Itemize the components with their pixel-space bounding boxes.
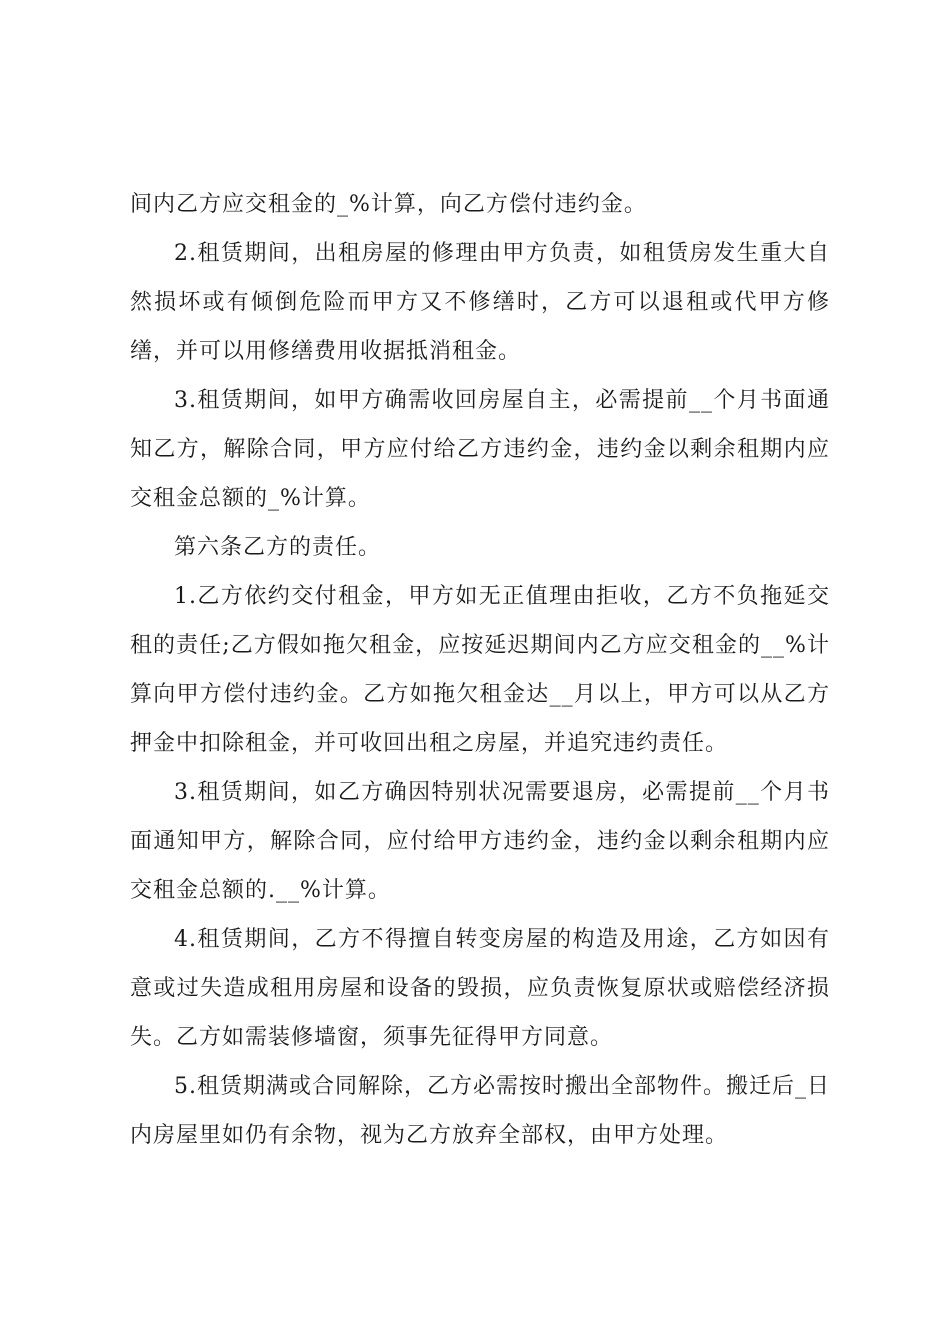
paragraph-clause-2-repair: 2.租赁期间，出租房屋的修理由甲方负责，如租赁房发生重大自然损坏或有倾倒危险而甲方又不修缮时，乙方可以退租或代甲方修缮，并可以用修缮费用收据抵消租金。 [130, 241, 830, 364]
section-heading-article-6: 第六条乙方的责任。 [174, 535, 382, 560]
paragraph-clause-4-alterations: 4.租赁期间，乙方不得擅自转变房屋的构造及用途，乙方如因有意或过失造成租用房屋和设备的毁损，应负责恢复原状或赔偿经济损失。乙方如需装修墙窗，须事先征得甲方同意。 [130, 927, 830, 1050]
document-body [130, 180, 830, 1160]
paragraph-clause-3-tenant-termination: 3.租赁期间，如乙方确因特别状况需要退房，必需提前__个月书面通知甲方，解除合同，应付给甲方违约金，违约金以剩余租期内应交租金总额的.__%计算。 [130, 780, 830, 903]
paragraph-continuation: 间内乙方应交租金的_%计算，向乙方偿付违约金。 [130, 192, 647, 217]
paragraph-clause-5-moving-out: 5.租赁期满或合同解除，乙方必需按时搬出全部物件。搬迁后_日内房屋里如仍有余物，视为乙方放弃全部权，由甲方处理。 [130, 1074, 830, 1148]
paragraph-clause-1-rent-payment: 1.乙方依约交付租金，甲方如无正值理由拒收，乙方不负拖延交租的责任;乙方假如拖欠租金，应按延迟期间内乙方应交租金的__%计算向甲方偿付违约金。乙方如拖欠租金达__月以上，甲方可以从乙方押金中扣除租金，并可收回出租之房屋，并追究违约责任。 [130, 584, 830, 756]
paragraph-clause-3-landlord-termination: 3.租赁期间，如甲方确需收回房屋自主，必需提前__个月书面通知乙方，解除合同，甲方应付给乙方违约金，违约金以剩余租期内应交租金总额的_%计算。 [130, 388, 830, 511]
